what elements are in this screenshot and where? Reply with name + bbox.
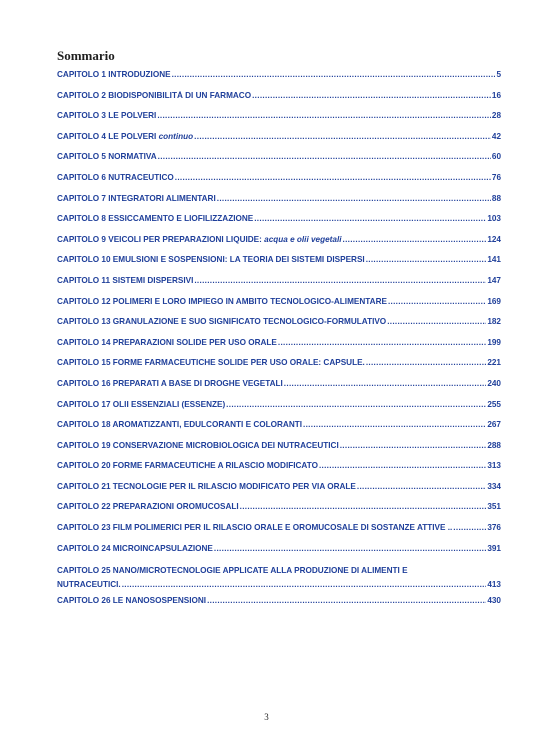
toc-entry-12[interactable]: [57, 297, 501, 318]
toc-entry-label: CAPITOLO 26 LE NANOSOSPENSIONI: [57, 596, 207, 606]
toc-entry-page: 60: [491, 152, 501, 162]
toc-entry-26[interactable]: [57, 596, 501, 617]
toc-entry-leader: [366, 255, 487, 264]
toc-entry-8[interactable]: [57, 214, 501, 235]
toc-entry-leader: [387, 317, 486, 326]
toc-entry-13[interactable]: [57, 317, 501, 338]
toc-entry-label: CAPITOLO 9 VEICOLI PER PREPARAZIONI LIQUIDE: acqua e olii vegetali: [57, 234, 342, 244]
toc-entry-24[interactable]: [57, 544, 501, 565]
toc-entry-leader: [388, 297, 486, 306]
toc-entry-page: 267: [487, 420, 501, 430]
toc-entry-label: CAPITOLO 5 NORMATIVA: [57, 152, 157, 162]
toc-entry-page: 42: [491, 131, 501, 141]
toc-entry-page: 391: [487, 543, 501, 553]
toc-entry-label: CAPITOLO 20 FORME FARMACEUTICHE A RILASCIO MODIFICATO: [57, 461, 318, 471]
toc-entry-4[interactable]: [57, 132, 501, 153]
toc-entry-page: 351: [487, 502, 501, 512]
toc-entry-page: 199: [487, 337, 501, 347]
toc-entry-label: CAPITOLO 10 EMULSIONI E SOSPENSIONI: LA TEORIA DEI SISTEMI DISPERSI: [57, 255, 365, 265]
toc-entry-page: 88: [491, 193, 501, 203]
toc-entry-page: 376: [487, 523, 501, 533]
toc-entry-page: 334: [487, 481, 501, 491]
toc-entry-label: CAPITOLO 18 AROMATIZZANTI, EDULCORANTI E COLORANTI: [57, 420, 303, 430]
toc-entry-18[interactable]: [57, 420, 501, 441]
toc-entry-5[interactable]: [57, 152, 501, 173]
toc-entry-page: 76: [491, 172, 501, 182]
toc-entry-23[interactable]: [57, 523, 501, 544]
toc-entry-label: CAPITOLO 2 BIODISPONIBILITÀ DI UN FARMACO: [57, 90, 252, 100]
toc-list: [57, 70, 501, 617]
toc-entry-page: 182: [487, 317, 501, 327]
toc-entry-3[interactable]: [57, 111, 501, 132]
toc-entry-label-cont: NUTRACEUTICI.: [57, 580, 121, 590]
toc-entry-17[interactable]: [57, 400, 501, 421]
toc-title: Sommario: [57, 48, 115, 63]
toc-entry-leader: [343, 235, 487, 244]
toc-entry-label: CAPITOLO 8 ESSICCAMENTO E LIOFILIZZAZIONE: [57, 214, 254, 224]
toc-entry-page: 5: [496, 70, 501, 79]
toc-entry-leader: [319, 461, 486, 470]
toc-entry-leader: [194, 276, 486, 285]
toc-entry-page: 240: [487, 378, 501, 388]
toc-entry-label: CAPITOLO 1 INTRODUZIONE: [57, 70, 171, 79]
toc-entry-10[interactable]: [57, 255, 501, 276]
toc-entry-16[interactable]: [57, 379, 501, 400]
toc-entry-leader: [254, 214, 486, 223]
toc-entry-14[interactable]: [57, 338, 501, 359]
toc-entry-label: CAPITOLO 22 PREPARAZIONI OROMUCOSALI: [57, 502, 239, 512]
toc-entry-label: CAPITOLO 19 CONSERVAZIONE MICROBIOLOGICA DEI NUTRACEUTICI: [57, 440, 339, 450]
toc-entry-label: CAPITOLO 21 TECNOLOGIE PER IL RILASCIO MODIFICATO PER VIA ORALE: [57, 481, 356, 491]
toc-entry-page: 430: [487, 596, 501, 606]
toc-entry-label: CAPITOLO 14 PREPARAZIONI SOLIDE PER USO ORALE: [57, 337, 277, 347]
toc-entry-page: 103: [487, 214, 501, 224]
toc-entry-leader: [240, 502, 487, 511]
toc-entry-leader: [122, 578, 487, 592]
toc-entry-page: 28: [491, 111, 501, 121]
toc-entry-leader: [207, 596, 486, 605]
toc-entry-20[interactable]: [57, 461, 501, 482]
toc-entry-21[interactable]: [57, 482, 501, 503]
toc-entry-page: 413: [487, 580, 501, 590]
toc-entry-9[interactable]: [57, 235, 501, 256]
toc-entry-leader: [284, 379, 487, 388]
toc-entry-11[interactable]: [57, 276, 501, 297]
toc-entry-22[interactable]: [57, 502, 501, 523]
toc-entry-leader: [194, 132, 491, 141]
toc-entry-label: CAPITOLO 4 LE POLVERI continuo: [57, 131, 194, 141]
toc-entry-leader: [157, 111, 491, 120]
toc-entry-page: 313: [487, 461, 501, 471]
toc-entry-leader: [172, 70, 496, 79]
toc-entry-label: CAPITOLO 25 NANO/MICROTECNOLOGIE APPLICATE ALLA PRODUZIONE DI ALIMENTI E: [57, 566, 408, 576]
toc-entry-page: 288: [487, 440, 501, 450]
toc-entry-leader: [158, 152, 491, 161]
toc-entry-page: 221: [487, 358, 501, 368]
toc-entry-25[interactable]: [57, 564, 501, 596]
toc-entry-leader: [214, 544, 486, 553]
toc-entry-page: 141: [487, 255, 501, 265]
toc-entry-page: 124: [487, 234, 501, 244]
toc-entry-page: 255: [487, 399, 501, 409]
toc-entry-2[interactable]: [57, 91, 501, 112]
toc-entry-leader: [217, 194, 491, 203]
toc-entry-leader: [303, 420, 486, 429]
toc-entry-6[interactable]: [57, 173, 501, 194]
toc-entry-label: CAPITOLO 7 INTEGRATORI ALIMENTARI: [57, 193, 216, 203]
toc-entry-leader: [226, 400, 486, 409]
toc-entry-leader: [453, 523, 486, 532]
toc-entry-7[interactable]: [57, 194, 501, 215]
page-number: 3: [264, 712, 269, 722]
toc-entry-label: CAPITOLO 11 SISTEMI DISPERSIVI: [57, 275, 194, 285]
toc-entry-leader: [278, 338, 486, 347]
toc-entry-label: CAPITOLO 13 GRANULAZIONE E SUO SIGNIFICATO TECNOLOGICO-FORMULATIVO: [57, 317, 387, 327]
toc-entry-label: CAPITOLO 24 MICROINCAPSULAZIONE: [57, 543, 213, 553]
toc-entry-label: CAPITOLO 6 NUTRACEUTICO: [57, 172, 174, 182]
toc-entry-label: CAPITOLO 17 OLII ESSENZIALI (ESSENZE): [57, 399, 226, 409]
toc-entry-leader: [366, 358, 487, 367]
toc-entry-leader: [175, 173, 491, 182]
toc-entry-page: 147: [487, 275, 501, 285]
toc-entry-1[interactable]: [57, 70, 501, 91]
toc-entry-15[interactable]: [57, 358, 501, 379]
toc-entry-leader: [340, 441, 487, 450]
toc-entry-page: 169: [487, 296, 501, 306]
toc-entry-page: 16: [491, 90, 501, 100]
toc-entry-19[interactable]: [57, 441, 501, 462]
toc-entry-label: CAPITOLO 12 POLIMERI E LORO IMPIEGO IN AMBITO TECNOLOGICO-ALIMENTARE: [57, 296, 387, 306]
toc-entry-label: CAPITOLO 15 FORME FARMACEUTICHE SOLIDE PER USO ORALE: CAPSULE.: [57, 358, 365, 368]
toc-entry-leader: [357, 482, 486, 491]
toc-entry-leader: [252, 91, 491, 100]
toc-entry-label: CAPITOLO 16 PREPARATI A BASE DI DROGHE VEGETALI: [57, 378, 283, 388]
toc-entry-label: CAPITOLO 23 FILM POLIMERICI PER IL RILASCIO ORALE E OROMUCOSALE DI SOSTANZE ATTIVE ..: [57, 523, 453, 533]
toc-entry-label: CAPITOLO 3 LE POLVERI: [57, 111, 157, 121]
